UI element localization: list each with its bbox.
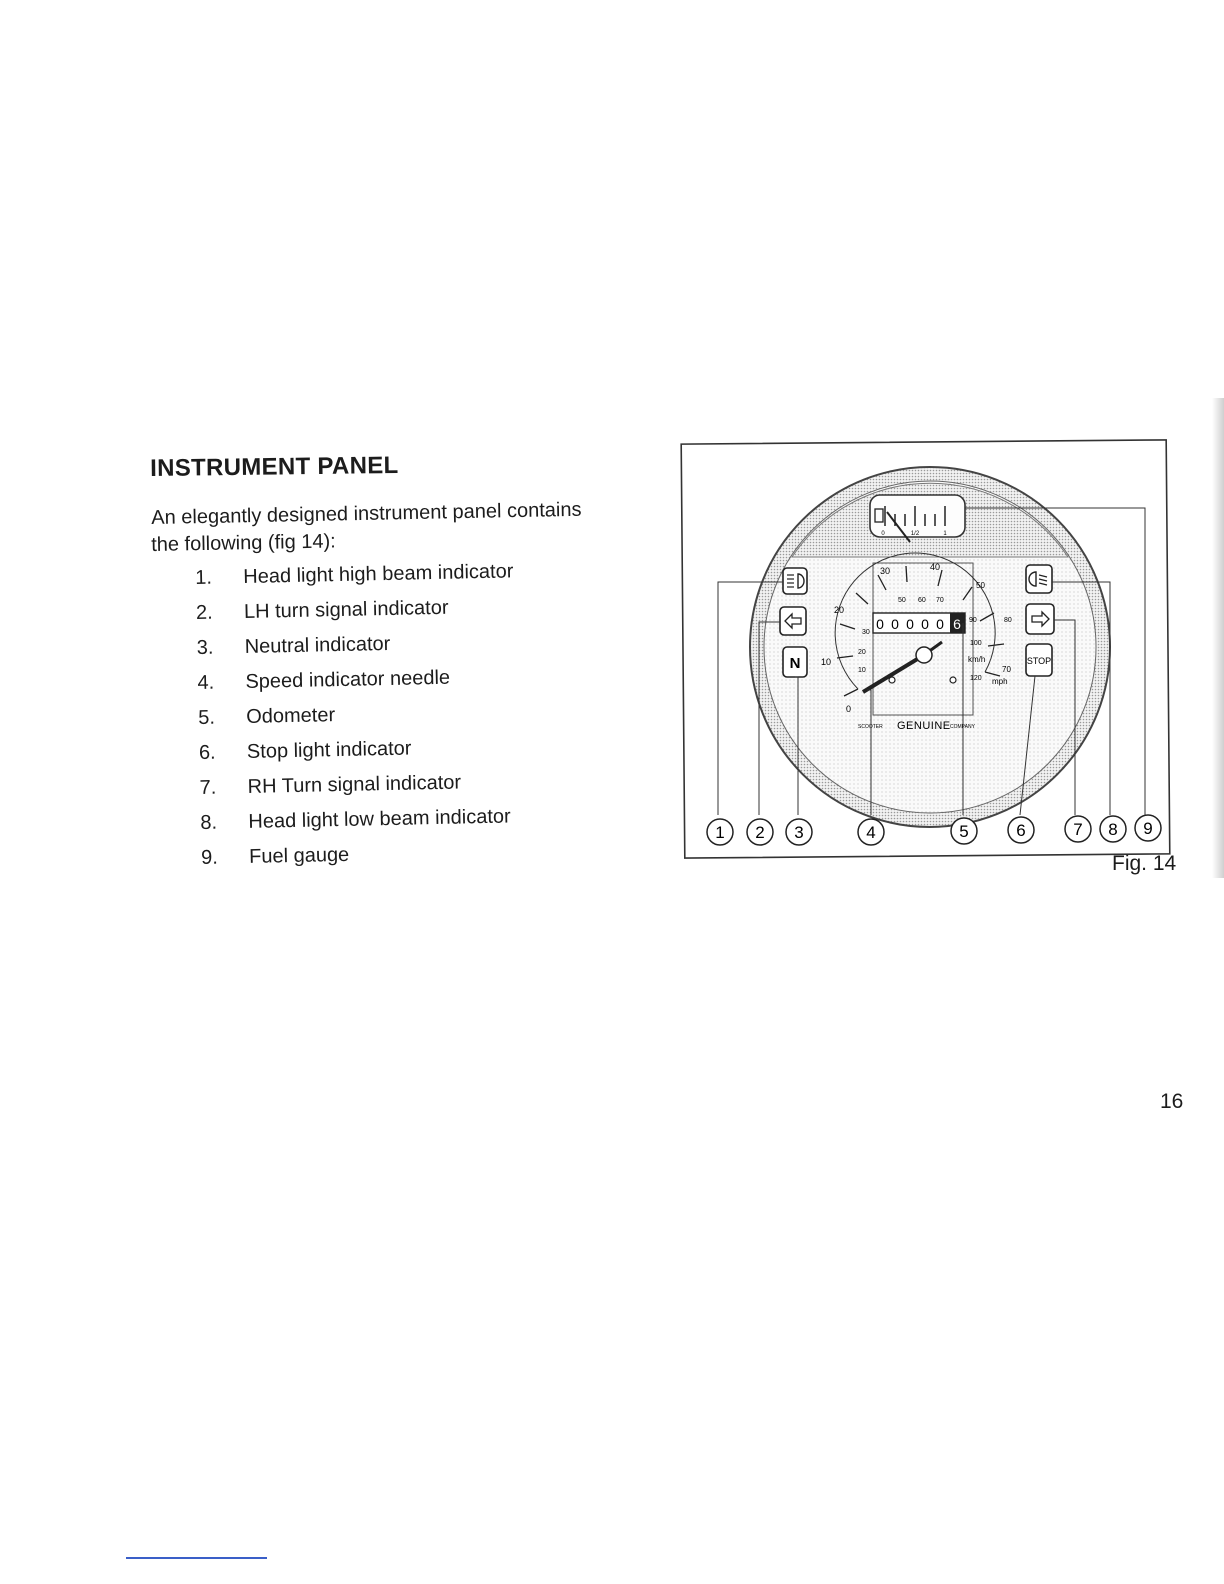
svg-text:8: 8 bbox=[1108, 820, 1118, 839]
brand-small-right: COMPANY bbox=[950, 724, 975, 730]
kmh-tick-80: 80 bbox=[1004, 617, 1012, 624]
page-edge-shadow bbox=[1212, 398, 1224, 878]
kmh-tick-50: 50 bbox=[898, 597, 906, 604]
odometer-digit: 0 bbox=[936, 616, 944, 632]
odometer-digit: 0 bbox=[876, 616, 884, 632]
svg-text:6: 6 bbox=[1016, 821, 1026, 840]
callout-1 bbox=[707, 819, 733, 845]
kmh-tick-40: 40 bbox=[930, 562, 941, 572]
page-number: 16 bbox=[1160, 1090, 1184, 1113]
kmh-tick-70: 70 bbox=[936, 597, 944, 604]
callout-8 bbox=[1100, 816, 1126, 842]
kmh-tick-20: 20 bbox=[834, 605, 845, 615]
odometer-digit: 0 bbox=[891, 616, 899, 632]
item-number: 4. bbox=[197, 671, 215, 694]
item-label: Fuel gauge bbox=[248, 843, 350, 868]
mph-tick-50: 50 bbox=[976, 581, 985, 590]
page-title: INSTRUMENT PANEL bbox=[150, 451, 399, 482]
callout-4 bbox=[858, 819, 884, 845]
callout-9 bbox=[1135, 815, 1161, 841]
svg-text:4: 4 bbox=[866, 823, 876, 842]
item-label: Neutral indicator bbox=[244, 632, 391, 658]
instrument-panel-figure bbox=[680, 430, 1180, 860]
kmh-tick-100: 100 bbox=[970, 640, 982, 647]
neutral-indicator bbox=[783, 647, 807, 677]
unit-mph: mph bbox=[992, 677, 1008, 686]
fuel-mark-full: 1 bbox=[943, 531, 947, 537]
speed-face bbox=[873, 563, 973, 715]
fuel-mark-half: 1/2 bbox=[910, 531, 920, 537]
callout-5 bbox=[951, 818, 977, 844]
item-label: RH Turn signal indicator bbox=[247, 771, 462, 798]
odometer-digit: 6 bbox=[953, 616, 961, 632]
stop-label: STOP bbox=[1026, 656, 1052, 666]
list-item bbox=[200, 803, 519, 845]
item-label: Speed indicator needle bbox=[245, 666, 451, 693]
svg-text:2: 2 bbox=[755, 823, 765, 842]
odometer-digit: 0 bbox=[921, 616, 929, 632]
mph-tick-20: 20 bbox=[858, 649, 866, 656]
fuel-mark-empty: 0 bbox=[881, 531, 885, 537]
intro-text-continued: the following (fig 14): bbox=[151, 530, 336, 556]
callout-2 bbox=[747, 819, 773, 845]
neutral-label: N bbox=[789, 655, 801, 672]
mph-tick-30: 30 bbox=[862, 629, 870, 636]
kmh-tick-90: 90 bbox=[969, 617, 977, 624]
brand-name: GENUINE bbox=[897, 720, 951, 732]
item-label: Head light high beam indicator bbox=[243, 560, 514, 588]
needle-hub bbox=[916, 647, 932, 663]
item-label: Head light low beam indicator bbox=[248, 805, 511, 833]
dial-screw-right bbox=[950, 677, 956, 683]
figure-caption: Fig. 14 bbox=[1112, 852, 1177, 875]
item-label: Stop light indicator bbox=[246, 737, 412, 763]
mph-tick-70: 70 bbox=[1002, 665, 1011, 674]
item-number: 3. bbox=[196, 636, 214, 659]
kmh-tick-10: 10 bbox=[821, 657, 832, 667]
list-item bbox=[201, 838, 520, 880]
item-number: 6. bbox=[198, 741, 216, 764]
item-number: 8. bbox=[200, 811, 218, 834]
low-beam-indicator bbox=[1026, 565, 1052, 593]
item-number: 1. bbox=[195, 566, 213, 589]
component-list bbox=[195, 558, 520, 880]
kmh-tick-30: 30 bbox=[880, 566, 891, 576]
svg-text:5: 5 bbox=[959, 822, 969, 841]
item-number: 2. bbox=[195, 601, 213, 624]
odometer bbox=[873, 613, 965, 633]
callout-6 bbox=[1008, 817, 1034, 843]
item-label: LH turn signal indicator bbox=[243, 596, 449, 623]
odometer-digit: 0 bbox=[906, 616, 914, 632]
brand-small-left: SCOOTER bbox=[858, 724, 883, 730]
item-number: 7. bbox=[199, 776, 217, 799]
mph-tick-10: 10 bbox=[858, 667, 866, 674]
svg-text:9: 9 bbox=[1143, 819, 1153, 838]
high-beam-indicator bbox=[783, 568, 807, 594]
kmh-tick-60: 60 bbox=[918, 597, 926, 604]
stop-light-indicator bbox=[1026, 644, 1052, 676]
callout-7 bbox=[1065, 816, 1091, 842]
list-item bbox=[195, 558, 514, 600]
svg-text:3: 3 bbox=[794, 823, 804, 842]
kmh-tick-120: 120 bbox=[970, 675, 982, 682]
dial-screw-left bbox=[889, 677, 895, 683]
footer-rule bbox=[126, 1557, 267, 1559]
item-number: 5. bbox=[197, 706, 216, 729]
rh-turn-indicator bbox=[1026, 604, 1054, 634]
intro-text: An elegantly designed instrument panel contains bbox=[151, 498, 582, 529]
svg-text:1: 1 bbox=[715, 823, 725, 842]
item-number: 9. bbox=[200, 846, 219, 869]
lh-turn-indicator bbox=[780, 607, 806, 635]
svg-text:7: 7 bbox=[1073, 820, 1083, 839]
kmh-tick-0: 0 bbox=[846, 704, 852, 714]
unit-kmh: km/h bbox=[968, 655, 986, 664]
item-label: Odometer bbox=[245, 704, 336, 728]
callout-3 bbox=[786, 819, 812, 845]
